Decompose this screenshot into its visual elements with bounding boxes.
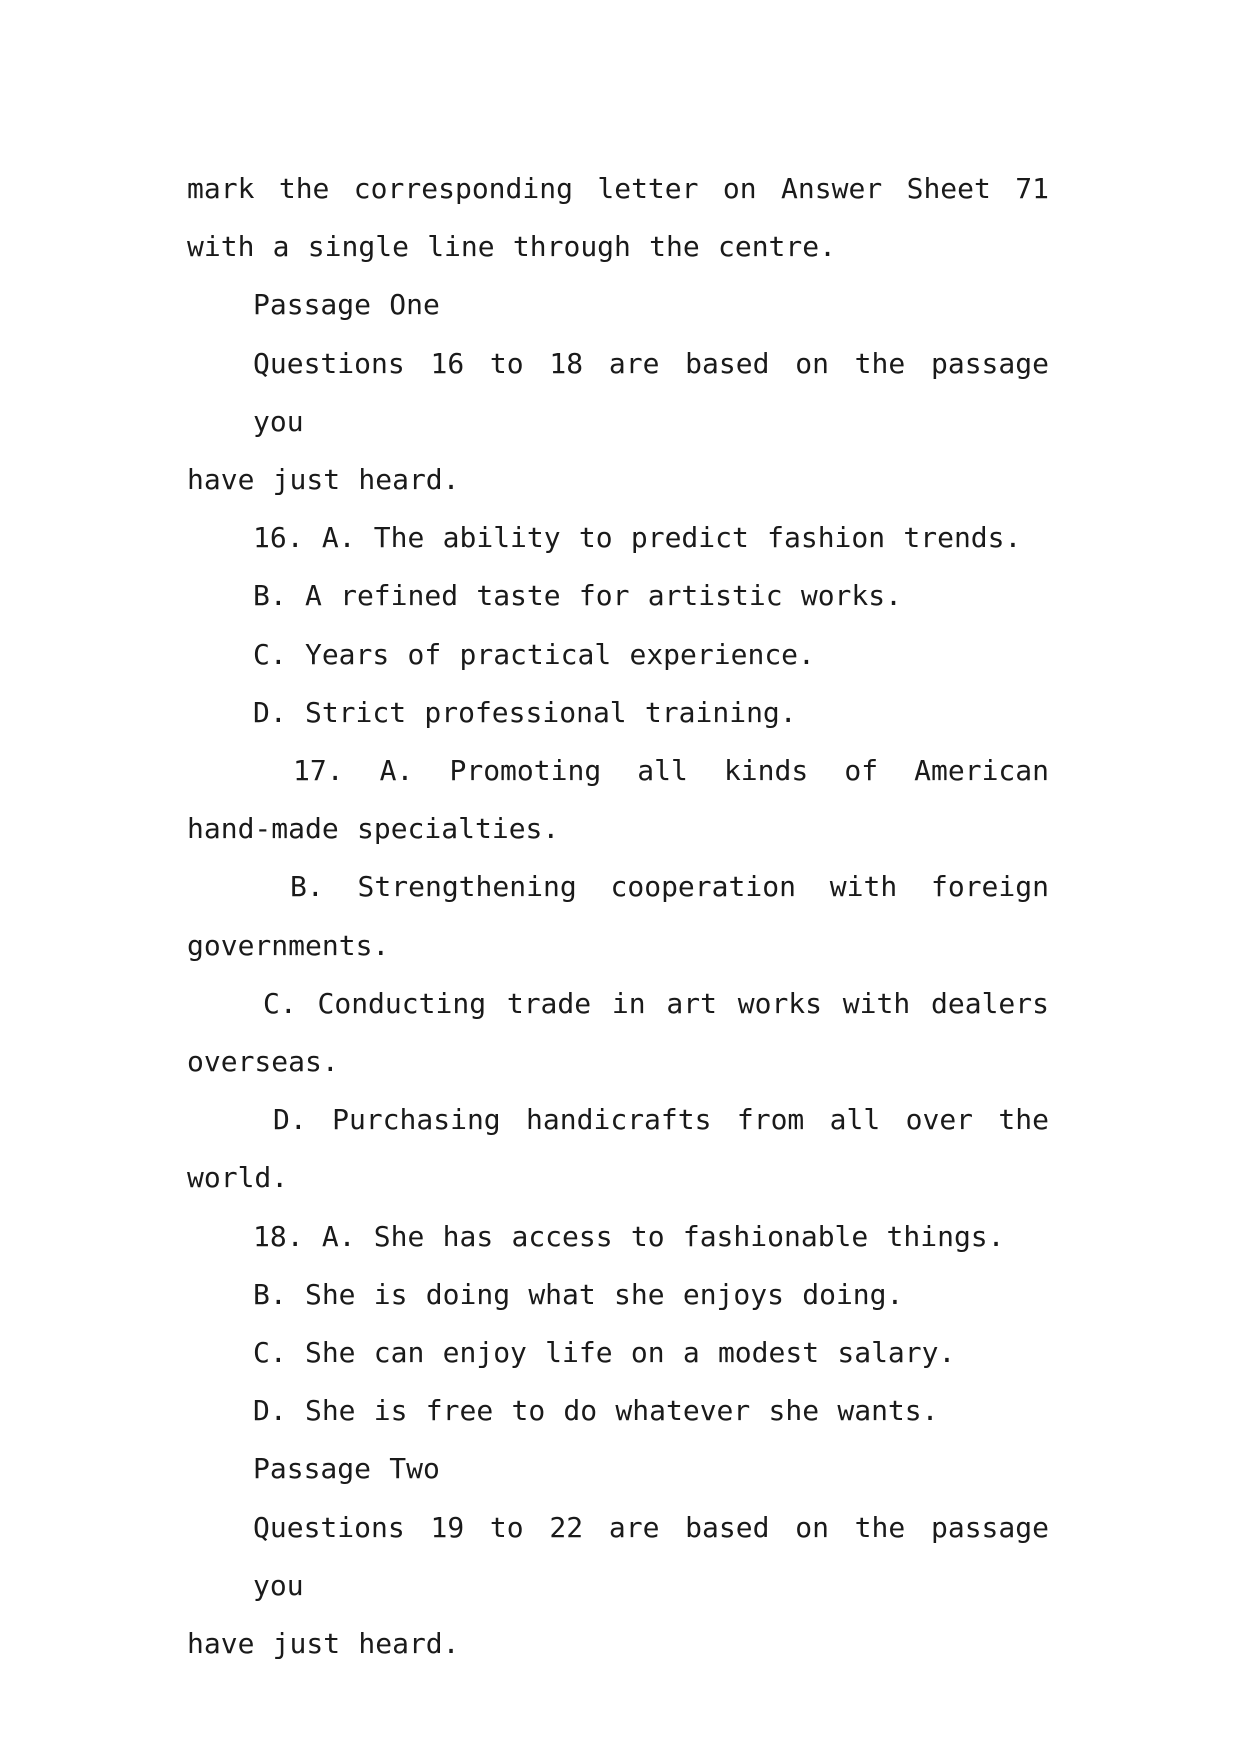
intro-line-2: with a single line through the centre.: [187, 230, 836, 264]
q17-option-a-line-1: 17. A. Promoting all kinds of American: [293, 754, 1049, 788]
q16-option-a: 16. A. The ability to predict fashion trends.: [253, 521, 1022, 555]
q16-option-c: C. Years of practical experience.: [253, 637, 815, 671]
passage-two-instruction-line-1: Questions 19 to 22 are based on the passage you: [253, 1510, 1049, 1602]
passage-two-instruction-line-2: have just heard.: [187, 1627, 460, 1661]
passage-one-heading: Passage One: [253, 288, 440, 322]
q18-option-c: C. She can enjoy life on a modest salary.: [253, 1336, 956, 1370]
passage-two-instruction: [187, 1499, 1049, 1674]
q17-option-a-line-2: hand-made specialties.: [187, 812, 560, 846]
q16-option-d: D. Strict professional training.: [253, 695, 797, 729]
q17-option-b-line-2: governments.: [187, 928, 390, 962]
q17-option-d-line-1: D. Purchasing handicrafts from all over the: [273, 1103, 1049, 1137]
passage-one-instruction-line-2: have just heard.: [187, 463, 460, 497]
q17-option-d: [187, 1091, 1049, 1207]
intro-paragraph: [187, 160, 1049, 276]
q18-option-d: D. She is free to do whatever she wants.: [253, 1394, 939, 1428]
q17-option-b-line-1: B. Strengthening cooperation with foreign: [290, 870, 1049, 904]
intro-line-1: mark the corresponding letter on Answer Sheet 71: [187, 172, 1049, 205]
q17-option-c: [187, 975, 1049, 1091]
q17-option-c-line-1: C. Conducting trade in art works with dealers: [263, 986, 1049, 1020]
q18-option-b: B. She is doing what she enjoys doing.: [253, 1277, 904, 1311]
q17-option-a: [187, 742, 1049, 858]
document-body: [187, 160, 1049, 1673]
q17-option-d-line-2: world.: [187, 1161, 289, 1195]
passage-one-instruction: [187, 335, 1049, 510]
q17-option-b: [187, 858, 1049, 974]
q18-option-a: 18. A. She has access to fashionable things.: [253, 1219, 1005, 1253]
passage-one-instruction-line-1: Questions 16 to 18 are based on the passage you: [253, 346, 1049, 438]
q17-option-c-line-2: overseas.: [187, 1045, 339, 1079]
q16-option-b: B. A refined taste for artistic works.: [253, 579, 902, 613]
passage-two-heading: Passage Two: [253, 1452, 440, 1486]
